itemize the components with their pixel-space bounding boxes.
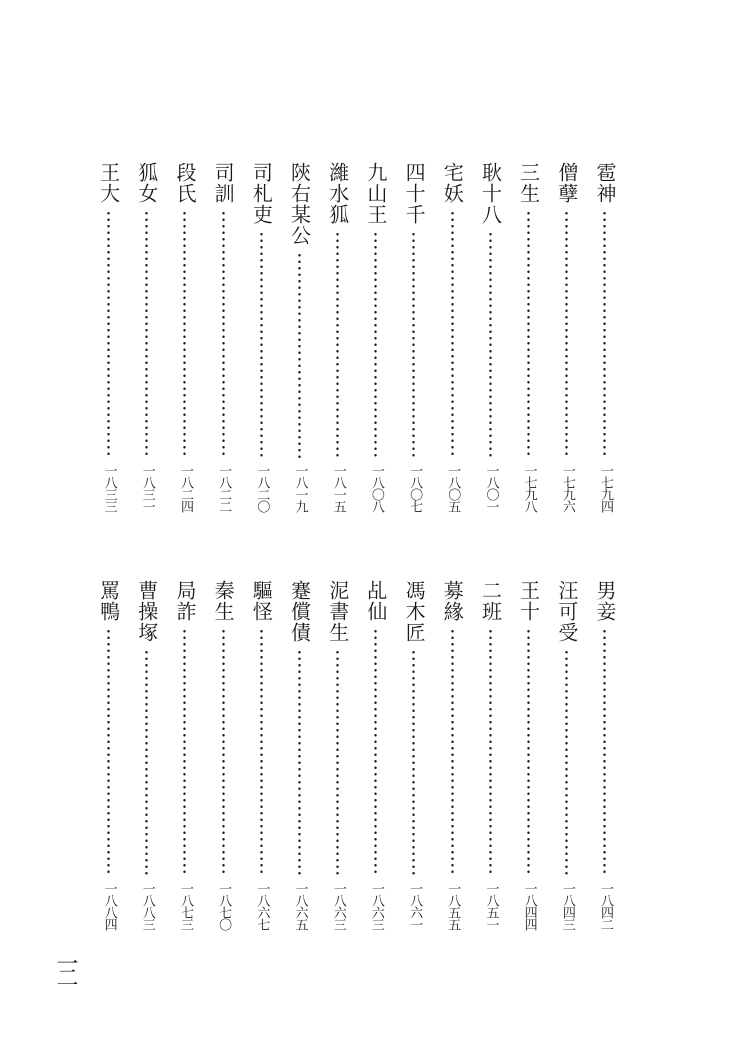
toc-entry [319, 580, 357, 935]
leader-dots [336, 231, 339, 458]
entry-page-number: 一八八四 [101, 882, 117, 930]
entry-page-number: 一八一五 [330, 464, 346, 512]
toc-upper-section [89, 162, 624, 517]
leader-dots [451, 628, 454, 876]
entry-title: 九山王 [363, 162, 388, 225]
leader-dots [107, 628, 110, 876]
leader-dots [222, 628, 225, 876]
entry-title: 局詐 [172, 580, 197, 622]
toc-entry [204, 580, 242, 935]
toc-entry [280, 580, 318, 935]
entry-page-number: 一八六五 [292, 882, 308, 930]
entry-page-number: 一八〇一 [483, 464, 499, 512]
leader-dots [298, 649, 301, 876]
toc-entry [128, 580, 166, 935]
entry-page-number: 一八二二 [216, 464, 232, 512]
toc-entry [242, 580, 280, 935]
entry-page-number: 一八二〇 [254, 464, 270, 512]
toc-entry [128, 162, 166, 517]
entry-page-number: 一八〇八 [368, 464, 384, 512]
entry-page-number: 一八四二 [598, 882, 613, 930]
toc-entry [509, 162, 547, 517]
toc-entry [433, 580, 471, 935]
entry-title: 汪可受 [554, 580, 579, 643]
entry-title: 狐女 [134, 162, 159, 204]
entry-page-number: 一八四四 [521, 882, 537, 930]
entry-page-number: 一七九八 [521, 464, 537, 512]
leader-dots [565, 649, 568, 876]
toc-entry [89, 162, 127, 517]
entry-title: 曹操塚 [134, 580, 159, 643]
leader-dots [222, 210, 225, 458]
page-number: 一二 [53, 952, 78, 980]
entry-title: 泥書生 [325, 580, 350, 643]
entry-page-number: 一八六三 [368, 882, 384, 930]
entry-title: 男妾 [593, 580, 617, 622]
entry-page-number: 一八六三 [330, 882, 346, 930]
entry-page-number: 一八七〇 [216, 882, 232, 930]
entry-page-number: 一八三三 [101, 464, 117, 512]
entry-title: 四十千 [402, 162, 427, 225]
entry-title: 陝右某公 [287, 162, 312, 246]
toc-entry [471, 162, 509, 517]
toc-entry [395, 162, 433, 517]
entry-title: 司訓 [211, 162, 236, 204]
entry-page-number: 一八七三 [177, 882, 193, 930]
entry-title: 驅怪 [249, 580, 274, 622]
entry-page-number: 一八二四 [177, 464, 193, 512]
entry-page-number: 一八〇七 [407, 464, 423, 512]
entry-page-number: 一八〇五 [445, 464, 461, 512]
leader-dots [107, 210, 110, 458]
toc-entry [166, 580, 204, 935]
entry-page-number: 一八五五 [445, 882, 461, 930]
toc-entry [204, 162, 242, 517]
leader-dots [145, 649, 148, 876]
leader-dots [603, 628, 606, 876]
entry-title: 馮木匠 [402, 580, 427, 643]
entry-title: 王大 [96, 162, 121, 204]
toc-entry [471, 580, 509, 935]
toc-entry [586, 162, 624, 517]
leader-dots [489, 628, 492, 876]
entry-title: 秦生 [211, 580, 236, 622]
entry-title: 募緣 [440, 580, 465, 622]
entry-page-number: 一七九四 [598, 464, 613, 512]
entry-title: 濰水狐 [325, 162, 350, 225]
toc-entry [89, 580, 127, 935]
entry-page-number: 一七九六 [559, 464, 575, 512]
entry-page-number: 一八六七 [254, 882, 270, 930]
leader-dots [527, 628, 530, 876]
leader-dots [527, 210, 530, 458]
toc-lower-section [89, 580, 624, 935]
entry-page-number: 一八三一 [139, 464, 155, 512]
toc-entry [395, 580, 433, 935]
toc-entry [586, 580, 624, 935]
leader-dots [412, 649, 415, 876]
entry-title: 宅妖 [440, 162, 465, 204]
toc-entry [357, 580, 395, 935]
entry-title: 耿十八 [478, 162, 503, 225]
entry-title: 三生 [516, 162, 541, 204]
leader-dots [374, 231, 377, 458]
entry-title: 雹神 [593, 162, 617, 204]
leader-dots [603, 210, 606, 458]
leader-dots [183, 210, 186, 458]
entry-title: 乩仙 [363, 580, 388, 622]
leader-dots [260, 628, 263, 876]
entry-page-number: 一八四三 [559, 882, 575, 930]
entry-title: 僧孽 [554, 162, 579, 204]
leader-dots [374, 628, 377, 876]
leader-dots [565, 210, 568, 458]
toc-entry [166, 162, 204, 517]
entry-title: 段氏 [172, 162, 197, 204]
leader-dots [451, 210, 454, 458]
leader-dots [489, 231, 492, 458]
toc-entry [548, 580, 586, 935]
leader-dots [260, 231, 263, 458]
toc-entry [319, 162, 357, 517]
toc-entry [509, 580, 547, 935]
entry-title: 王十 [516, 580, 541, 622]
entry-title: 罵鴨 [96, 580, 121, 622]
leader-dots [336, 649, 339, 876]
entry-title: 司札吏 [249, 162, 274, 225]
leader-dots [145, 210, 148, 458]
toc-entry [280, 162, 318, 517]
entry-title: 二班 [478, 580, 503, 622]
toc-entry [433, 162, 471, 517]
entry-title: 蹇償債 [287, 580, 312, 643]
entry-page-number: 一八五一 [483, 882, 499, 930]
toc-entry [242, 162, 280, 517]
leader-dots [412, 231, 415, 458]
entry-page-number: 一八一九 [292, 464, 308, 512]
toc-entry [357, 162, 395, 517]
entry-page-number: 一八六一 [407, 882, 423, 930]
leader-dots [183, 628, 186, 876]
toc-entry [548, 162, 586, 517]
entry-page-number: 一八八三 [139, 882, 155, 930]
leader-dots [298, 252, 301, 458]
